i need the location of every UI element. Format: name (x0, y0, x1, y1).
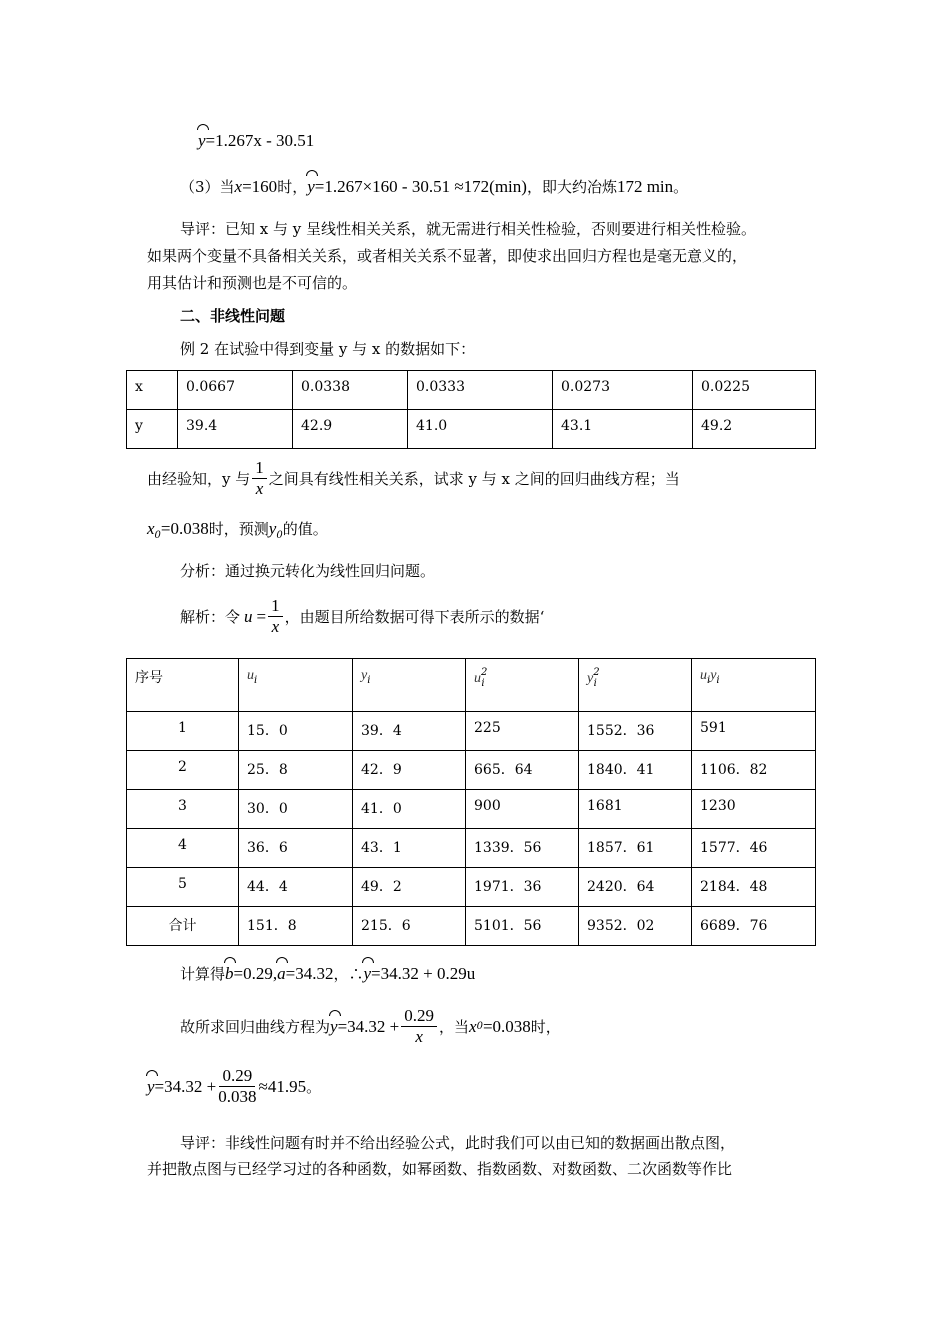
table-cell: 2 (127, 751, 239, 790)
experience-prefix: 由经验知，y 与 (147, 470, 251, 488)
final-approximation: ≈41.95 (258, 1076, 307, 1096)
y0-subscript: 0 (276, 530, 283, 541)
fraction-coefficient-over-x (401, 1006, 437, 1047)
example-2-title: 例 2 在试验中得到变量 y 与 x 的数据如下： (180, 340, 476, 358)
comment-line-2: 如果两个变量不具备相关关系，或者相关关系不显著，即使求出回归方程也是毫无意义的， (147, 247, 748, 265)
table-cell: 49．2 (353, 868, 466, 907)
table-cell: 1577．46 (692, 829, 816, 868)
table-cell: 30．0 (239, 790, 353, 829)
b-hat-symbol: b (225, 964, 234, 983)
fraction-denominator: x (255, 479, 264, 498)
table-cell: 900 (466, 790, 579, 829)
u-variable: u (244, 606, 253, 626)
header-y-squared (579, 659, 692, 712)
table-cell: 6689．76 (692, 907, 816, 946)
table-cell: 665．64 (466, 751, 579, 790)
header-u-symbol: u (247, 668, 254, 683)
y-hat-symbol: y (307, 177, 315, 196)
table-total-row (127, 907, 816, 946)
header-u (239, 659, 353, 712)
table-cell: 5 (127, 868, 239, 907)
y-hat-symbol: y (363, 964, 372, 983)
transformed-data-table (126, 658, 816, 946)
header-y (353, 659, 466, 712)
table-cell: 39.4 (178, 410, 293, 449)
table-cell: 0.0667 (178, 371, 293, 410)
predict-middle: 时，预测 (208, 520, 269, 538)
fraction-numerator: 1 (268, 596, 283, 617)
header-superscript: 2 (481, 667, 488, 678)
header-subscript: i (254, 675, 258, 686)
table-row (127, 410, 816, 449)
table-cell: 3 (127, 790, 239, 829)
table-cell: 9352．02 (579, 907, 692, 946)
regression-equation (198, 131, 314, 151)
table-cell: 42．9 (353, 751, 466, 790)
analysis-line: 分析：通过换元转化为线性回归问题。 (180, 562, 436, 580)
table-cell: 42.9 (293, 410, 408, 449)
table-cell: 1 (127, 712, 239, 751)
fraction-denominator: x (271, 617, 280, 636)
table-cell: 2184．48 (692, 868, 816, 907)
x-variable: x (234, 177, 243, 196)
x0-variable: x (469, 1016, 477, 1036)
table-cell: 0.0225 (693, 371, 816, 410)
comment2-line-2: 并把散点图与已经学习过的各种函数，如幂函数、指数函数、对数函数、二次函数等作比 (147, 1160, 733, 1178)
table-cell: 15．0 (239, 712, 353, 751)
table-cell: 0.0273 (553, 371, 693, 410)
header-uy (692, 659, 816, 712)
comment-line-1: 导评：已知 x 与 y 呈线性相关关系，就无需进行相关性检验，否则要进行相关性检验。 (180, 220, 757, 238)
predict-line (147, 518, 328, 541)
predict-end: 的值。 (282, 520, 328, 538)
data-table-xy (126, 370, 816, 449)
table-row (127, 829, 816, 868)
prediction-connector: 时， (277, 178, 308, 196)
table-cell: 44．4 (239, 868, 353, 907)
table-cell: 合计 (127, 907, 239, 946)
table-cell: 49.2 (693, 410, 816, 449)
final-end: 。 (306, 1078, 322, 1096)
table-cell: 2420．64 (579, 868, 692, 907)
result-equation-lhs: =34.32 + (337, 1016, 400, 1036)
linear-regression-equation: =34.32 + 0.29u (371, 964, 476, 983)
table-cell: 41．0 (353, 790, 466, 829)
final-equation-lhs: =34.32 + (154, 1076, 217, 1096)
table-row (127, 790, 816, 829)
table-cell: 1230 (692, 790, 816, 829)
header-superscript: 2 (593, 667, 600, 678)
fraction-one-over-x (268, 596, 283, 637)
comment2-line-1: 导评：非线性问题有时并不给出经验公式，此时我们可以由已知的数据画出散点图， (180, 1134, 736, 1152)
regression-equation-rhs: =1.267x - 30.51 (205, 131, 315, 150)
fraction-denominator: x (415, 1027, 423, 1046)
prediction-prefix: （3）当 (180, 178, 235, 196)
solution-suffix: ，由题目所给数据可得下表所示的数据‘ (284, 608, 545, 626)
table-cell: 591 (692, 712, 816, 751)
header-subscript: i (716, 675, 720, 686)
fraction-numerator: 0.29 (219, 1066, 255, 1087)
comment-line-3: 用其估计和预测也是不可信的。 (147, 274, 358, 292)
table-cell: x (127, 371, 178, 410)
fraction-denominator: 0.038 (218, 1087, 257, 1106)
header-subscript: i (707, 675, 711, 686)
header-u-symbol: u (700, 668, 707, 683)
header-y-symbol: y (361, 668, 368, 683)
x0-condition: =0.038 (160, 519, 209, 538)
table-cell: 41.0 (408, 410, 553, 449)
solution-line (180, 596, 544, 637)
b-value: =0.29, (233, 964, 278, 983)
computed-prefix: 计算得 (180, 965, 226, 983)
table-cell: 39．4 (353, 712, 466, 751)
table-cell: 225 (466, 712, 579, 751)
header-y-symbol: y (710, 668, 717, 683)
table-cell: y (127, 410, 178, 449)
prediction-answer: 172 min (616, 177, 674, 196)
fraction-numerator: 0.29 (401, 1006, 437, 1027)
result-prefix: 故所求回归曲线方程为 (180, 1018, 331, 1036)
header-u-squared (466, 659, 579, 712)
header-u-symbol: u (474, 671, 481, 686)
table-cell: 43.1 (553, 410, 693, 449)
table-cell: 25．8 (239, 751, 353, 790)
fraction-one-over-x (252, 458, 267, 499)
table-cell: 1971．36 (466, 868, 579, 907)
header-y-symbol: y (587, 671, 594, 686)
table-cell: 1840．41 (579, 751, 692, 790)
table-cell: 36．6 (239, 829, 353, 868)
x-condition: =160 (242, 177, 278, 196)
prediction-end: 。 (673, 178, 689, 196)
x0-condition: =0.038 (482, 1016, 531, 1036)
a-hat-symbol: a (277, 964, 286, 983)
table-cell: 215．6 (353, 907, 466, 946)
header-subscript: i (367, 675, 371, 686)
table-row (127, 751, 816, 790)
a-value: =34.32 (285, 964, 334, 983)
experience-line (147, 458, 680, 499)
header-subscript: i (593, 678, 597, 689)
prediction-line (180, 176, 688, 197)
table-row (127, 868, 816, 907)
y-hat-symbol: y (147, 1076, 155, 1096)
table-header-row (127, 659, 816, 712)
result-connector: ，当 (439, 1018, 470, 1036)
equals-sign: = (256, 606, 267, 626)
table-cell: 4 (127, 829, 239, 868)
computed-line (180, 963, 475, 984)
table-row (127, 712, 816, 751)
y-hat-symbol: y (330, 1016, 338, 1036)
table-row (127, 371, 816, 410)
table-cell: 1106．82 (692, 751, 816, 790)
header-subscript: i (481, 678, 485, 689)
table-cell: 0.0338 (293, 371, 408, 410)
final-prediction-line (147, 1066, 321, 1107)
experience-suffix: 之间具有线性相关关系，试求 y 与 x 之间的回归曲线方程；当 (268, 470, 680, 488)
x0-variable: x (147, 519, 155, 538)
header-index: 序号 (127, 659, 239, 712)
table-cell: 5101．56 (466, 907, 579, 946)
table-cell: 1339．56 (466, 829, 579, 868)
fraction-coefficient-over-x0 (218, 1066, 256, 1107)
table-cell: 0.0333 (408, 371, 553, 410)
table-cell: 1857．61 (579, 829, 692, 868)
result-end: 时， (530, 1018, 561, 1036)
y0-variable: y (268, 519, 277, 538)
section-title: 二、非线性问题 (180, 307, 286, 325)
fraction-numerator: 1 (252, 458, 267, 479)
solution-prefix: 解析：令 (180, 608, 241, 626)
x0-subscript: 0 (476, 1021, 483, 1032)
table-cell: 43．1 (353, 829, 466, 868)
table-cell: 1552．36 (579, 712, 692, 751)
table-cell: 1681 (579, 790, 692, 829)
x0-subscript: 0 (154, 530, 161, 541)
therefore-symbol: ，∴ (333, 965, 364, 983)
table-cell: 151．8 (239, 907, 353, 946)
prediction-suffix: ，即大约冶炼 (526, 178, 617, 196)
prediction-calculation: =1.267×160 - 30.51 ≈172(min) (314, 177, 527, 196)
result-line (180, 1006, 561, 1047)
y-hat-symbol: y (198, 131, 206, 150)
